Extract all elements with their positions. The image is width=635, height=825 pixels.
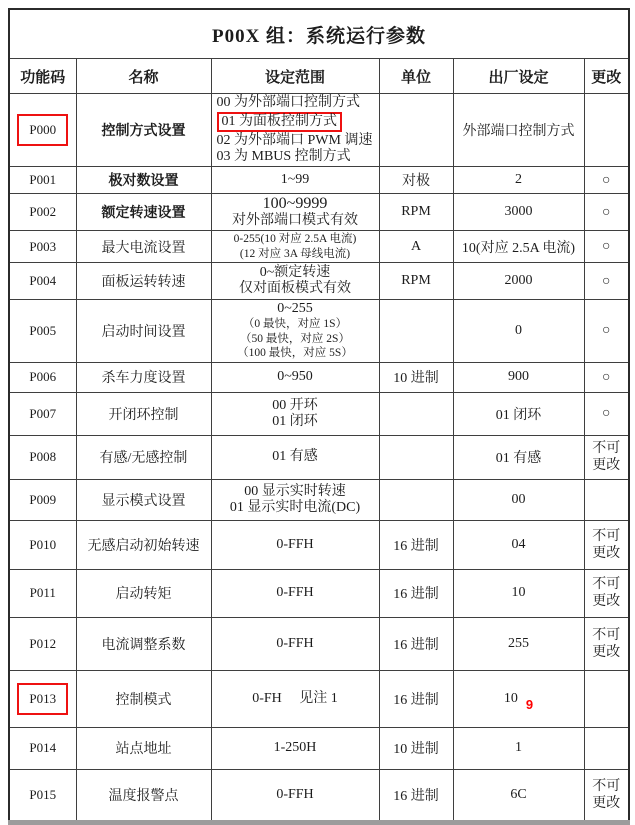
factory-value: 3000: [504, 204, 533, 219]
param-code: P004: [29, 273, 57, 288]
cell-unit: [379, 94, 453, 167]
param-table-body: [9, 94, 629, 823]
cell-unit: 16 进制: [379, 520, 453, 569]
cell-setting-range: [211, 769, 379, 822]
range-line: （100 最快，对应 5S）: [237, 347, 353, 359]
cell-function-code: [9, 569, 76, 617]
param-code: P007: [29, 405, 57, 421]
cell-change: [584, 670, 629, 727]
cell-function-code: [9, 362, 76, 392]
table-row-p012: [9, 617, 629, 670]
cell-change: 不可更改: [584, 520, 629, 569]
table-row-p008: [9, 435, 629, 479]
cell-factory-setting: [453, 769, 584, 822]
cell-factory-setting: [453, 520, 584, 569]
factory-value: 10: [511, 585, 526, 600]
cell-factory-setting: [453, 670, 584, 727]
col-header-setting-range: 设定范围: [211, 59, 379, 94]
range-line: 00 为外部端口控制方式: [216, 95, 360, 110]
cell-change: 不可更改: [584, 769, 629, 822]
cell-unit: 10 进制: [379, 362, 453, 392]
range-line: 0-FFH: [276, 585, 314, 600]
cell-param-name: 站点地址: [76, 727, 211, 769]
param-code: P010: [29, 536, 57, 552]
title-row: [9, 9, 629, 59]
cell-factory-setting: [453, 569, 584, 617]
cell-param-name: 显示模式设置: [76, 479, 211, 520]
cell-function-code: [9, 727, 76, 769]
param-code: P003: [29, 238, 57, 254]
table-row-p010: [9, 520, 629, 569]
cell-param-name: 额定转速设置: [76, 194, 211, 231]
cell-change: [584, 94, 629, 167]
param-code: P008: [29, 449, 57, 464]
page-title: P00X 组：系统运行参数: [9, 9, 629, 59]
cell-param-name: 面板运转转速: [76, 263, 211, 300]
factory-value: 255: [508, 635, 529, 651]
cell-unit: A: [379, 231, 453, 263]
cell-factory-setting: [453, 435, 584, 479]
range-line: 01 闭环: [272, 413, 318, 429]
cell-param-name: 温度报警点: [76, 769, 211, 822]
param-code: P012: [29, 635, 57, 651]
cell-change: 不可更改: [584, 569, 629, 617]
parameter-table: [8, 8, 630, 825]
range-line: 对外部端口模式有效: [232, 213, 358, 228]
cell-factory-setting: [453, 94, 584, 167]
range-line: 02 为外部端口 PWM 调速: [216, 133, 373, 148]
factory-value: 01 闭环: [495, 407, 542, 423]
range-line: （50 最快，对应 2S）: [240, 332, 350, 345]
cell-param-name: 最大电流设置: [76, 231, 211, 263]
factory-value: 00: [511, 491, 526, 507]
range-line: 03 为 MBUS 控制方式: [216, 149, 351, 164]
param-code: P014: [29, 740, 57, 755]
cell-factory-setting: [453, 194, 584, 231]
cell-setting-range: [211, 617, 379, 670]
cell-change: [584, 727, 629, 769]
cell-factory-setting: [453, 392, 584, 435]
param-code: P005: [29, 322, 57, 338]
cell-param-name: 有感/无感控制: [76, 435, 211, 479]
cell-function-code: [9, 167, 76, 194]
table-row-p011: [9, 569, 629, 617]
factory-value: 1: [515, 740, 522, 755]
red-annotation: 9: [525, 697, 534, 712]
param-code: P006: [29, 369, 57, 384]
col-header-unit: 单位: [379, 59, 453, 94]
cell-unit: 16 进制: [379, 617, 453, 670]
cell-setting-range: [211, 479, 379, 520]
factory-value: 0: [515, 322, 522, 338]
cell-change: ○: [584, 167, 629, 194]
cell-function-code: [9, 194, 76, 231]
cell-param-name: 启动转矩: [76, 569, 211, 617]
table-row-p006: [9, 362, 629, 392]
range-line: 1-250H: [273, 740, 317, 755]
param-code: P002: [29, 204, 57, 219]
cell-unit: 16 进制: [379, 769, 453, 822]
range-line: (12 对应 3A 母线电流): [239, 247, 351, 260]
factory-value: 01 有感: [495, 451, 542, 466]
param-code: P001: [29, 172, 57, 187]
cell-unit: [379, 392, 453, 435]
factory-value: 2000: [504, 273, 533, 288]
range-line: 100~9999: [262, 195, 328, 212]
cell-function-code: [9, 392, 76, 435]
cell-unit: 16 进制: [379, 569, 453, 617]
cell-setting-range: [211, 231, 379, 263]
cell-setting-range: [211, 94, 379, 167]
table-row-p013: [9, 670, 629, 727]
cell-function-code: [9, 435, 76, 479]
cell-setting-range: [211, 520, 379, 569]
cell-unit: [379, 300, 453, 363]
cell-factory-setting: [453, 479, 584, 520]
factory-value: 900: [508, 369, 529, 384]
factory-value: 10: [503, 691, 518, 706]
cell-function-code: [9, 94, 76, 167]
range-line: 0-FH 见注 1: [252, 690, 338, 706]
table-row-p001: [9, 167, 629, 194]
cell-function-code: [9, 670, 76, 727]
column-header-row: [9, 59, 629, 94]
cell-param-name: 启动时间设置: [76, 300, 211, 363]
range-line: 0-255(10 对应 2.5A 电流): [233, 233, 357, 245]
cell-change: ○: [584, 231, 629, 263]
table-row-p002: [9, 194, 629, 231]
cell-unit: RPM: [379, 263, 453, 300]
factory-value: 外部端口控制方式: [462, 124, 575, 139]
cell-change: ○: [584, 194, 629, 231]
cell-function-code: [9, 769, 76, 822]
cell-function-code: [9, 520, 76, 569]
cell-unit: 10 进制: [379, 727, 453, 769]
cell-factory-setting: [453, 727, 584, 769]
cell-function-code: [9, 479, 76, 520]
cell-function-code: [9, 300, 76, 363]
cell-param-name: 控制模式: [76, 670, 211, 727]
cell-setting-range: [211, 727, 379, 769]
cell-change: 不可更改: [584, 435, 629, 479]
cell-unit: [379, 435, 453, 479]
cell-setting-range: [211, 362, 379, 392]
cell-param-name: 无感启动初始转速: [76, 520, 211, 569]
factory-value: 04: [511, 536, 526, 552]
range-line: 00 显示实时转速: [244, 483, 346, 499]
col-header-factory-setting: 出厂设定: [453, 59, 584, 94]
range-line: 0-FFH: [276, 635, 314, 651]
cell-function-code: [9, 617, 76, 670]
col-header-param-name: 名称: [76, 59, 211, 94]
cell-param-name: 极对数设置: [76, 167, 211, 194]
table-row-p005: [9, 300, 629, 363]
range-line: 0~额定转速: [259, 265, 331, 280]
cell-setting-range: [211, 263, 379, 300]
table-row-p004: [9, 263, 629, 300]
param-code: P015: [29, 786, 57, 802]
cell-factory-setting: [453, 300, 584, 363]
cell-param-name: 杀车力度设置: [76, 362, 211, 392]
col-header-function-code: 功能码: [9, 59, 76, 94]
cell-change: ○: [584, 392, 629, 435]
col-header-modify: 更改: [584, 59, 629, 94]
range-line: 0-FFH: [276, 536, 314, 552]
cell-param-name: 控制方式设置: [76, 94, 211, 167]
cell-param-name: 开闭环控制: [76, 392, 211, 435]
table-row-p015: [9, 769, 629, 822]
table-row-p007: [9, 392, 629, 435]
factory-value: 2: [515, 172, 522, 187]
table-row-p000: [9, 94, 629, 167]
cell-change: ○: [584, 362, 629, 392]
factory-value: 6C: [510, 786, 527, 802]
range-line: 0~950: [277, 369, 313, 384]
cell-factory-setting: [453, 362, 584, 392]
cell-function-code: [9, 231, 76, 263]
range-line: 0~255: [277, 301, 313, 316]
cell-setting-range: [211, 670, 379, 727]
cell-unit: [379, 479, 453, 520]
range-line: [217, 111, 377, 133]
param-code: P011: [29, 585, 56, 600]
table-row-p009: [9, 479, 629, 520]
highlight-box-p013: P013: [17, 683, 68, 715]
range-line: 1~99: [280, 172, 310, 187]
cell-factory-setting: [453, 263, 584, 300]
cell-factory-setting: [453, 231, 584, 263]
cell-param-name: 电流调整系数: [76, 617, 211, 670]
cell-setting-range: [211, 300, 379, 363]
cell-setting-range: [211, 194, 379, 231]
cell-setting-range: [211, 435, 379, 479]
cell-setting-range: [211, 167, 379, 194]
factory-value: 10(对应 2.5A 电流): [461, 240, 576, 256]
cell-factory-setting: [453, 167, 584, 194]
cell-unit: 对极: [379, 167, 453, 194]
range-line: （0 最快，对应 1S）: [242, 318, 348, 330]
range-line: 00 开环: [272, 397, 318, 413]
cell-unit: RPM: [379, 194, 453, 231]
cell-change: [584, 479, 629, 520]
highlight-box-p000: P000: [17, 114, 68, 146]
range-line: 01 显示实时电流(DC): [229, 499, 361, 515]
cell-change: ○: [584, 300, 629, 363]
cell-unit: 16 进制: [379, 670, 453, 727]
cell-factory-setting: [453, 617, 584, 670]
table-row-p014: [9, 727, 629, 769]
cell-change: 不可更改: [584, 617, 629, 670]
highlight-box-range-option: 01 为面板控制方式: [217, 112, 343, 132]
range-line: 0-FFH: [276, 786, 314, 802]
range-line: 仅对面板模式有效: [239, 281, 351, 296]
range-line: 01 有感: [272, 449, 318, 464]
table-row-p003: [9, 231, 629, 263]
cell-function-code: [9, 263, 76, 300]
cell-change: ○: [584, 263, 629, 300]
cell-setting-range: [211, 392, 379, 435]
cell-setting-range: [211, 569, 379, 617]
param-code: P009: [29, 491, 57, 507]
